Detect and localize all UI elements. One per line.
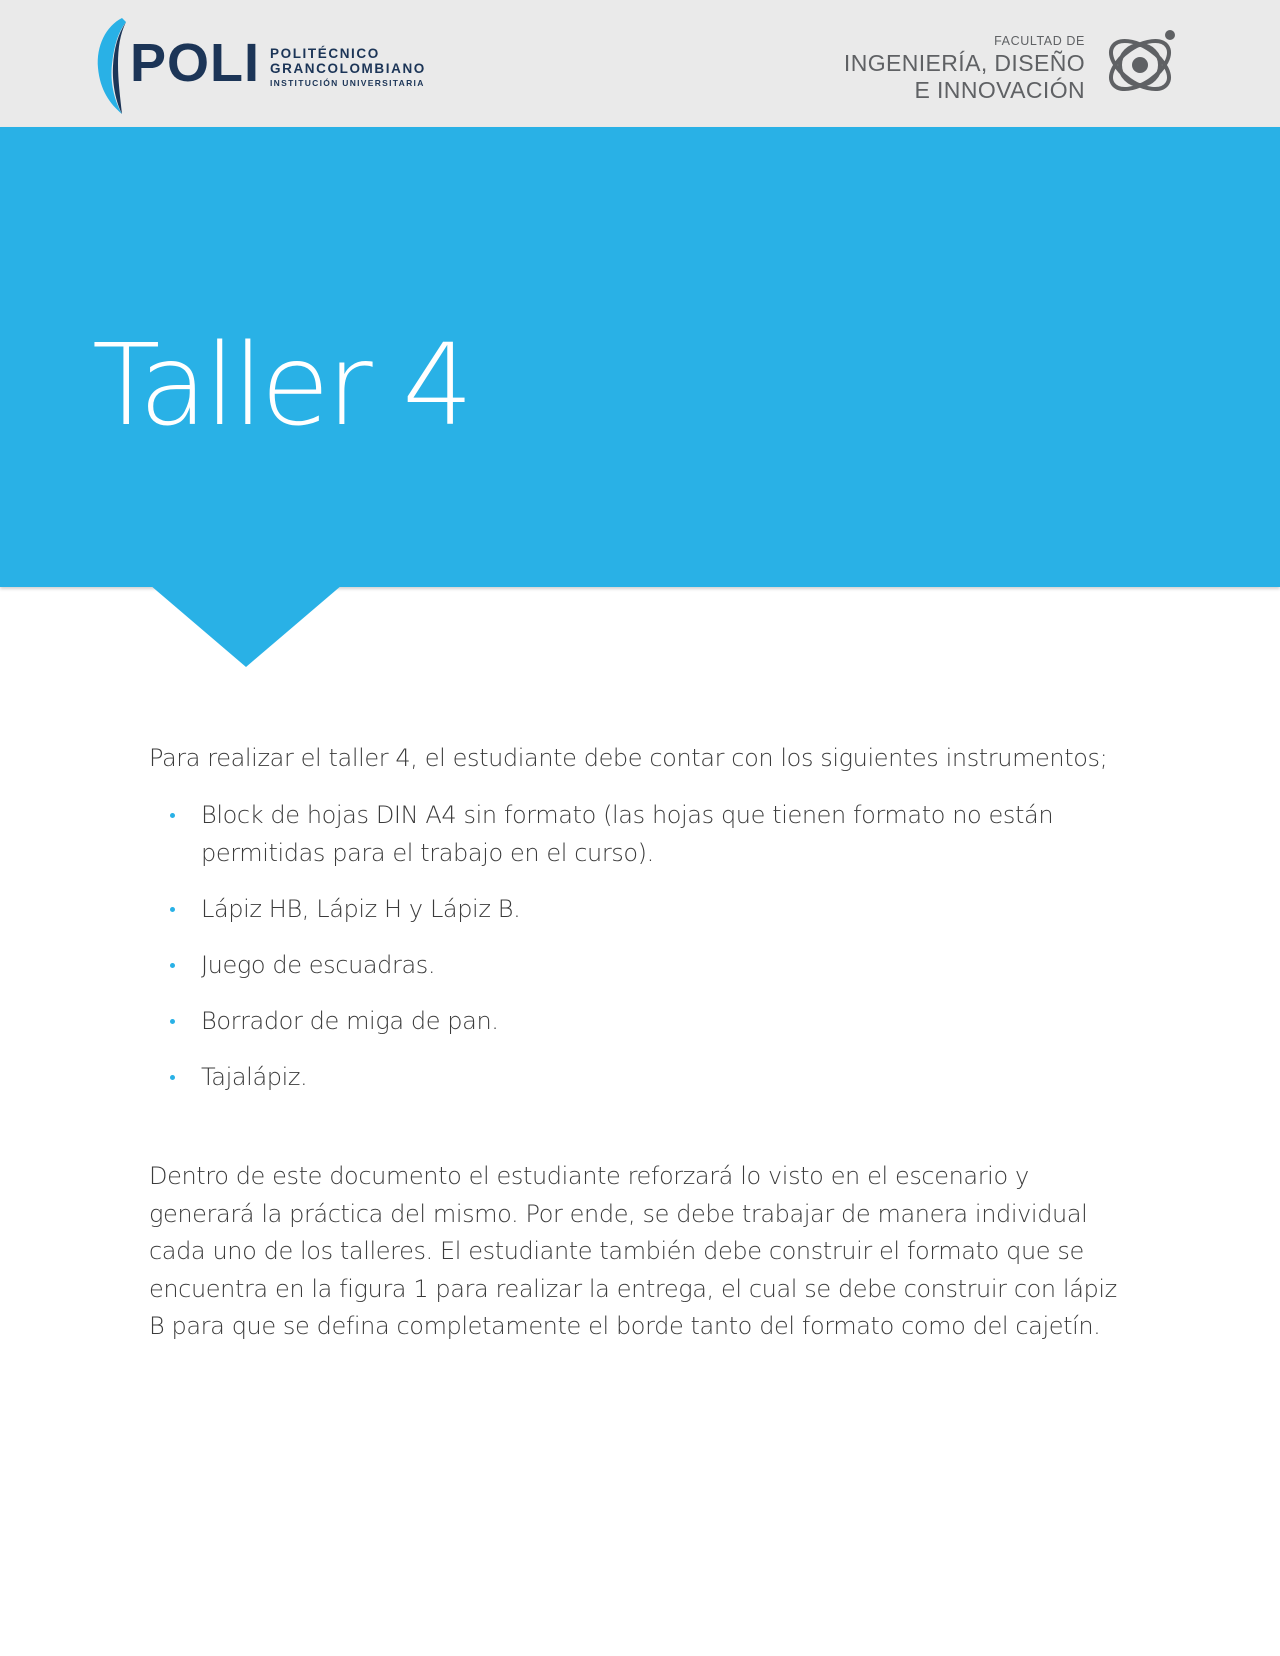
instrument-list — [149, 796, 1129, 1096]
list-item — [149, 1002, 1129, 1040]
bullet-icon — [170, 1019, 175, 1024]
faculty-line-2: INGENIERÍA, DISEÑO — [843, 49, 1085, 76]
list-item — [149, 1058, 1129, 1096]
intro-text: Para realizar el taller 4, el estudiante debe contar con los siguientes instrumentos; — [149, 744, 1108, 772]
body-paragraph: Dentro de este documento el estudiante reforzará lo visto en el escenario y generará la práctica del mismo. Por ende, se debe trabajar de manera individual cada uno de los talleres. El estudiante también debe construir el formato que se encuentra en la figura 1 para realizar la entrega, el cual se debe construir con lápiz B para que se defina completamente el borde tanto del formato como del cajetín. — [149, 1162, 1117, 1340]
list-item-text: Lápiz HB, Lápiz H y Lápiz B. — [201, 895, 521, 923]
page-title: Taller 4 — [92, 321, 471, 451]
atom-icon — [1104, 25, 1180, 101]
list-item-text: Borrador de miga de pan. — [201, 1007, 499, 1035]
list-item-text: Tajalápiz. — [201, 1063, 308, 1091]
poli-swoosh-icon — [92, 16, 132, 116]
page-header — [0, 0, 1280, 127]
list-item-text: Juego de escuadras. — [201, 951, 436, 979]
bullet-icon — [170, 963, 175, 968]
poli-wordmark: POLI — [130, 33, 261, 93]
bullet-icon — [170, 1075, 175, 1080]
poli-logo — [92, 16, 437, 116]
bullet-icon — [170, 813, 175, 818]
faculty-line-3: E INNOVACIÓN — [914, 76, 1085, 103]
list-item — [149, 796, 1129, 872]
poli-line-1: POLITÉCNICO — [270, 46, 380, 61]
list-item — [149, 946, 1129, 984]
document-body — [149, 740, 1129, 1346]
poli-line-3: INSTITUCIÓN UNIVERSITARIA — [270, 78, 425, 88]
list-item — [149, 890, 1129, 928]
list-item-text: Block de hojas DIN A4 sin formato (las hojas que tienen formato no están permitidas para el trabajo en el curso). — [201, 801, 1054, 867]
bullet-icon — [170, 907, 175, 912]
faculty-name — [844, 35, 1085, 102]
banner-pointer — [150, 585, 342, 667]
poli-line-2: GRANCOLOMBIANO — [270, 60, 426, 76]
poli-institution-name — [270, 47, 426, 88]
faculty-line-1: FACULTAD DE — [994, 34, 1085, 48]
